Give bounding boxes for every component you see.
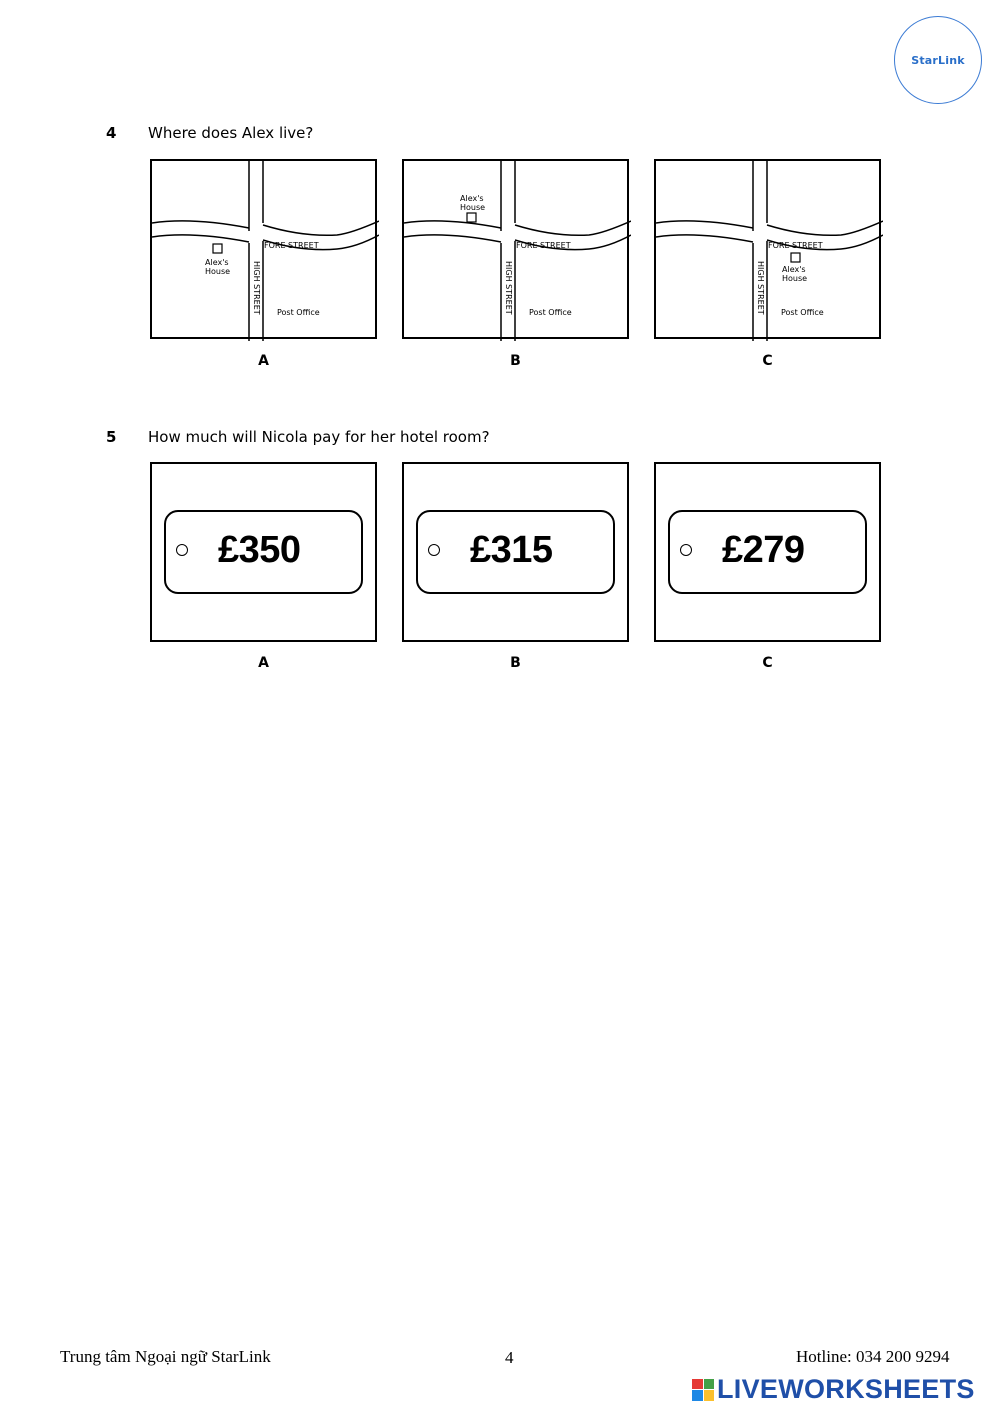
liveworksheets-text: LIVEWORKSHEETS — [717, 1374, 975, 1404]
fore-street-label: FORE STREET — [768, 241, 823, 250]
question-5-number: 5 — [106, 428, 117, 446]
post-office-label: Post Office — [781, 308, 824, 317]
map-drawing-a — [152, 161, 379, 341]
post-office-label: Post Office — [277, 308, 320, 317]
price-option-c[interactable] — [654, 462, 881, 642]
price-option-a[interactable] — [150, 462, 377, 642]
price-tag — [164, 510, 363, 594]
alex-label: Alex's — [205, 258, 229, 267]
tag-hole-icon — [176, 544, 188, 556]
page-number: 4 — [505, 1348, 514, 1367]
post-office-label: Post Office — [529, 308, 572, 317]
map-option-b-letter: B — [510, 353, 521, 369]
fore-street-label: FORE STREET — [516, 241, 571, 250]
high-street-label: HIGH STREET — [504, 261, 513, 315]
price-option-c-letter: C — [762, 655, 773, 671]
starlink-logo — [894, 16, 982, 104]
high-street-label: HIGH STREET — [756, 261, 765, 315]
price-option-a-letter: A — [258, 655, 269, 671]
icon-square-blue — [692, 1390, 703, 1401]
high-street-label: HIGH STREET — [252, 261, 261, 315]
map-option-c[interactable] — [654, 159, 881, 339]
price-value: £315 — [470, 529, 553, 571]
fore-street-label: FORE STREET — [264, 241, 319, 250]
alex-label: Alex's — [782, 265, 806, 274]
question-4-number: 4 — [106, 124, 117, 142]
map-option-c-letter: C — [762, 353, 773, 369]
price-tag — [668, 510, 867, 594]
price-tag — [416, 510, 615, 594]
tag-hole-icon — [428, 544, 440, 556]
map-drawing-b — [404, 161, 631, 341]
question-4-text: Where does Alex live? — [148, 124, 314, 142]
house-label: House — [460, 203, 486, 212]
alex-label: Alex's — [460, 194, 484, 203]
map-option-b[interactable] — [402, 159, 629, 339]
price-value: £279 — [722, 529, 805, 571]
icon-square-green — [704, 1379, 715, 1390]
price-option-b[interactable] — [402, 462, 629, 642]
map-drawing-c — [656, 161, 883, 341]
price-option-b-letter: B — [510, 655, 521, 671]
icon-square-red — [692, 1379, 703, 1390]
footer-hotline: Hotline: 034 200 9294 — [796, 1347, 950, 1366]
map-option-a[interactable] — [150, 159, 377, 339]
price-value: £350 — [218, 529, 301, 571]
tag-hole-icon — [680, 544, 692, 556]
icon-square-yellow — [704, 1390, 715, 1401]
house-label: House — [782, 274, 808, 283]
liveworksheets-icon — [692, 1379, 714, 1401]
liveworksheets-watermark — [692, 1374, 975, 1405]
footer-center-name: Trung tâm Ngoại ngữ StarLink — [60, 1347, 271, 1366]
map-option-a-letter: A — [258, 353, 269, 369]
question-5-text: How much will Nicola pay for her hotel room? — [148, 428, 490, 446]
logo-text: StarLink — [911, 53, 965, 67]
house-label: House — [205, 267, 231, 276]
